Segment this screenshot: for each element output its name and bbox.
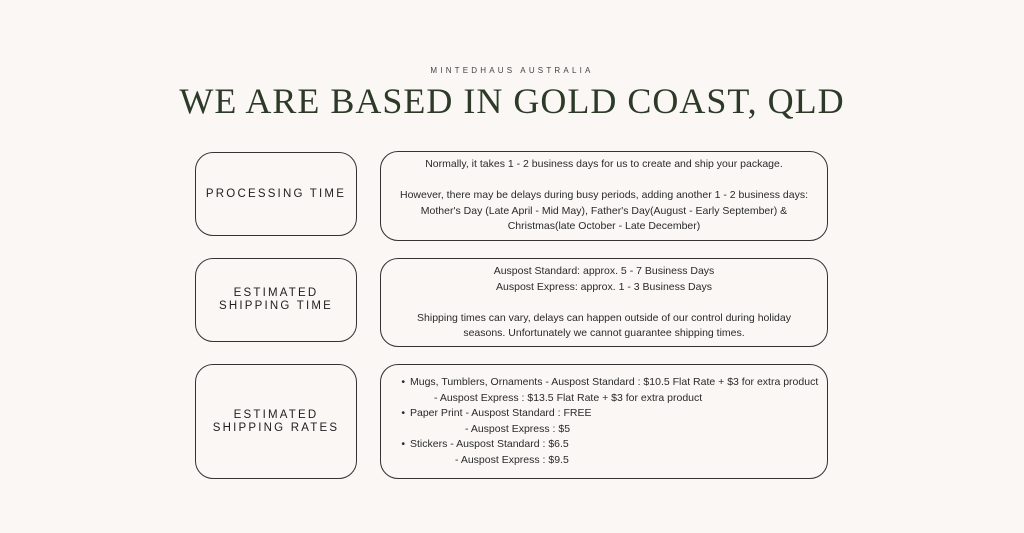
- rate-mugs-standard-text: Mugs, Tumblers, Ornaments - Auspost Standard : $10.5 Flat Rate + $3 for extra product: [410, 376, 819, 388]
- rate-stickers-express: - Auspost Express : $9.5: [455, 453, 569, 466]
- bullet-icon: •: [401, 407, 405, 419]
- rate-stickers-standard-text: Stickers - Auspost Standard : $6.5: [410, 438, 569, 450]
- shipping-time-note: Shipping times can vary, delays can happen outside of our control during holiday seasons. Unfortunately we cannot guarantee shipping times.: [417, 311, 791, 339]
- processing-time-label-box: [195, 152, 357, 236]
- bullet-icon: •: [401, 376, 405, 388]
- rate-print-standard: [381, 406, 827, 422]
- shipping-time-label-line2: SHIPPING TIME: [218, 300, 333, 312]
- processing-time-delays: However, there may be delays during busy periods, adding another 1 - 2 business days: Mother's Day (Late April - Mid May), Father's Day(August - Early September) & Christmas(late October - Late December): [400, 189, 808, 232]
- rate-mugs-express: - Auspost Express : $13.5 Flat Rate + $3 for extra product: [434, 391, 703, 404]
- bullet-icon: •: [401, 438, 405, 450]
- processing-time-content-box: [380, 151, 828, 241]
- rate-print-standard-text: Paper Print - Auspost Standard : FREE: [410, 407, 592, 419]
- shipping-time-label-line1: ESTIMATED: [233, 287, 319, 299]
- page-headline: WE ARE BASED IN GOLD COAST, QLD: [179, 81, 845, 121]
- shipping-time-express: Auspost Express: approx. 1 - 3 Business Days: [496, 280, 712, 293]
- shipping-rates-content-box: [380, 364, 828, 479]
- shipping-rates-label-line1: ESTIMATED: [233, 408, 319, 421]
- shipping-rates-label-line2: SHIPPING RATES: [212, 421, 340, 434]
- shipping-time-label-box: [195, 258, 357, 342]
- rate-print-express: - Auspost Express : $5: [465, 422, 571, 435]
- rate-stickers-standard: [381, 437, 827, 453]
- processing-time-label: PROCESSING TIME: [205, 187, 347, 200]
- brand-name: MINTEDHAUS AUSTRALIA: [430, 66, 594, 75]
- shipping-time-standard: Auspost Standard: approx. 5 - 7 Business Days: [493, 265, 715, 277]
- processing-time-normal: Normally, it takes 1 - 2 business days for us to create and ship your package.: [425, 158, 783, 170]
- shipping-rates-label-box: [195, 364, 357, 479]
- rate-mugs-standard: [381, 375, 827, 391]
- shipping-time-content-box: [380, 258, 828, 347]
